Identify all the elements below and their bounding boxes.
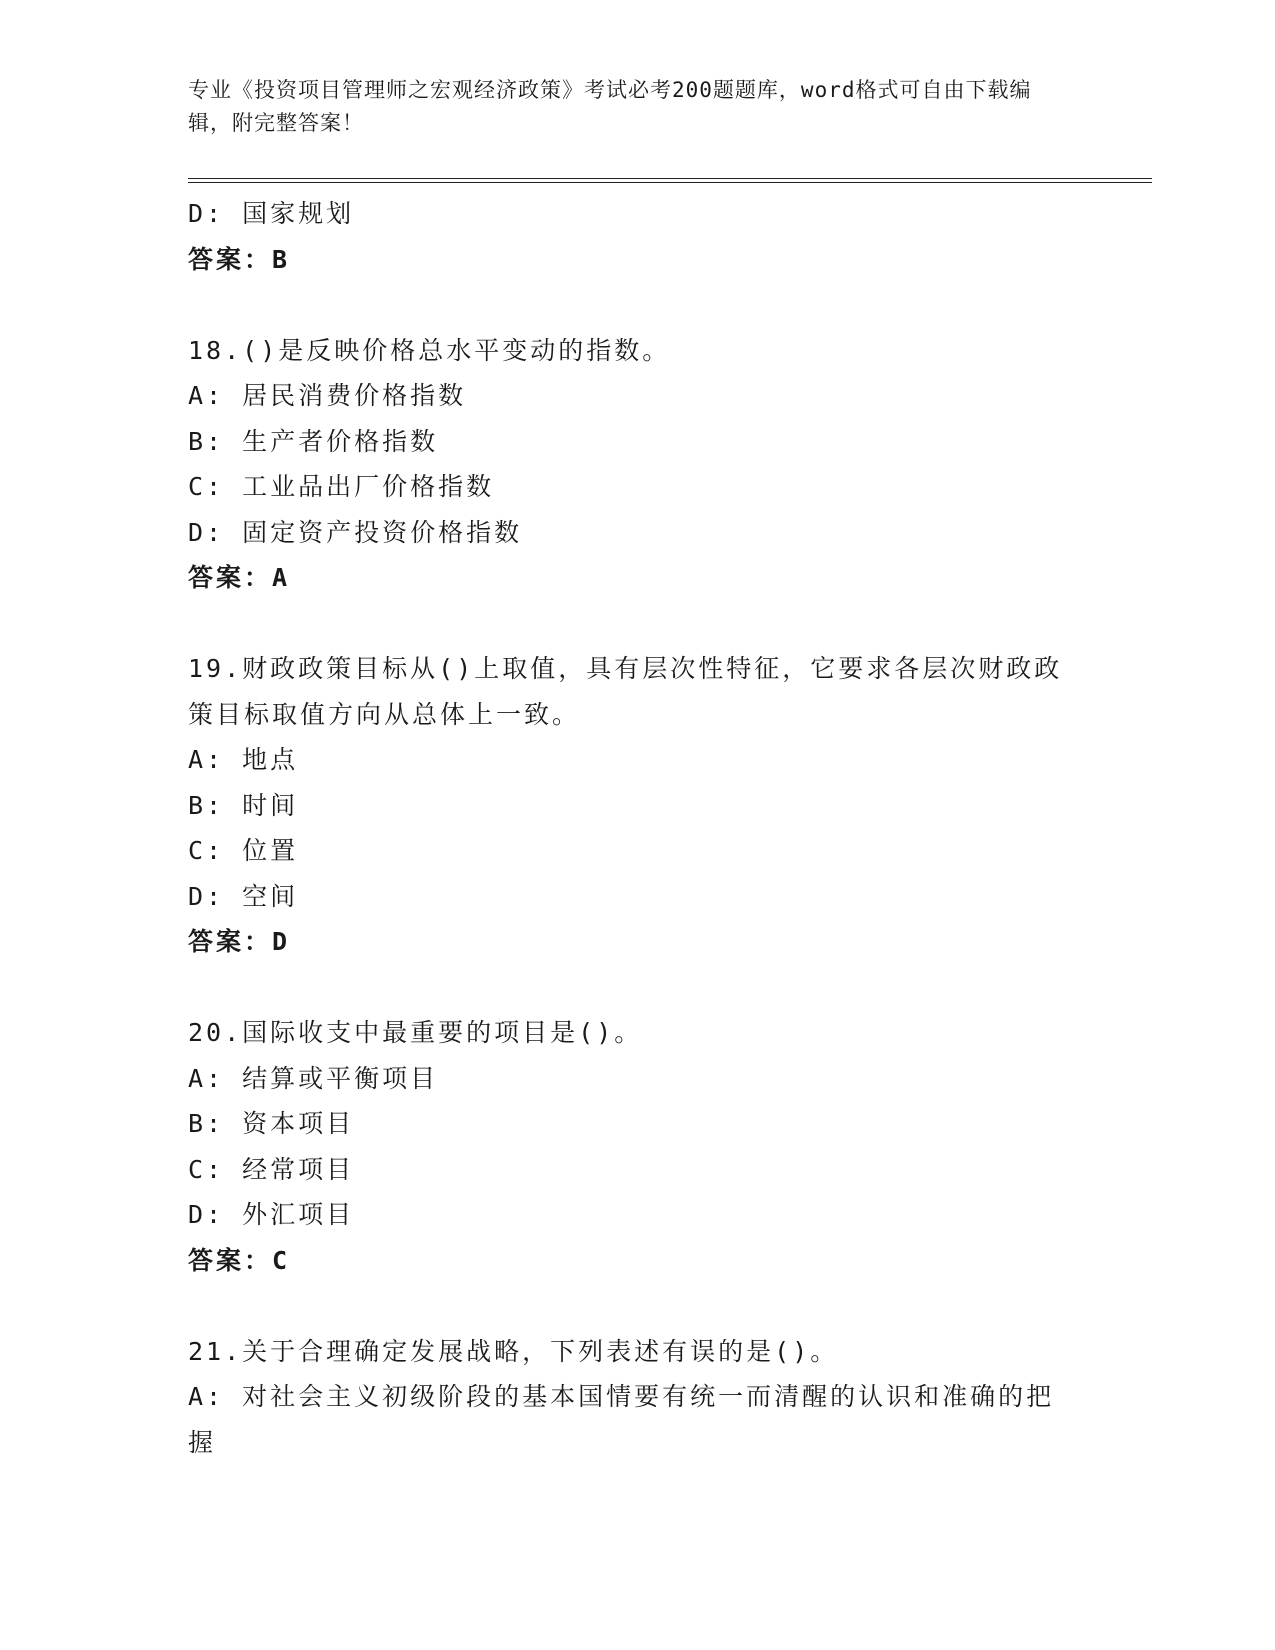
option-d: D: 国家规划 [188,199,355,228]
answer-line: 答案：C [188,1245,291,1275]
option-a: A: 居民消费价格指数 [188,381,467,410]
answer-line: 答案：B [188,244,291,274]
spacer [188,282,1068,328]
option-c: C: 位置 [188,836,299,865]
option-a: A: 地点 [188,745,299,774]
option-c: C: 工业品出厂价格指数 [188,472,495,501]
option-b: B: 生产者价格指数 [188,426,439,456]
spacer [188,1283,1068,1329]
option-d: D: 固定资产投资价格指数 [188,517,523,547]
question-content [188,191,1068,1465]
answer-line: 答案：D [188,927,291,956]
spacer [188,965,1068,1011]
option-a: A: 结算或平衡项目 [188,1063,439,1093]
question-stem: 20.国际收支中最重要的项目是()。 [188,1018,643,1047]
question-stem: 21.关于合理确定发展战略，下列表述有误的是()。 [188,1336,839,1366]
option-d: D: 空间 [188,881,299,911]
document-header: 专业《投资项目管理师之宏观经济政策》考试必考200题题库，word格式可自由下载编辑，附完整答案！ [188,78,1032,135]
option-c: C: 经常项目 [188,1154,355,1184]
question-stem: 19.财政政策目标从()上取值，具有层次性特征，它要求各层次财政政策目标取值方向从总体上一致。 [188,654,1063,729]
option-a: A: 对社会主义初级阶段的基本国情要有统一而清醒的认识和准确的把握 [188,1382,1055,1457]
document-page [188,0,1148,1650]
question-stem: 18.()是反映价格总水平变动的指数。 [188,335,671,365]
header-divider [188,178,1152,183]
option-d: D: 外汇项目 [188,1200,355,1229]
answer-line: 答案：A [188,563,291,592]
spacer [188,601,1068,647]
option-b: B: 资本项目 [188,1109,355,1138]
option-b: B: 时间 [188,790,299,820]
